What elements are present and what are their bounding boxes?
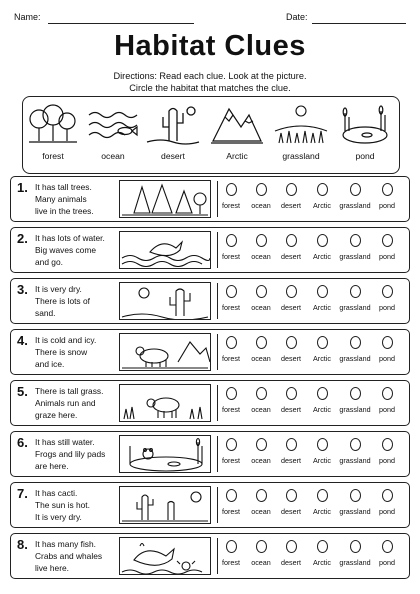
answer-option-pond[interactable] bbox=[367, 336, 407, 363]
clue-line: and go. bbox=[35, 257, 63, 267]
option-label: Arctic bbox=[313, 303, 331, 312]
option-label: forest bbox=[222, 303, 240, 312]
answer-circle[interactable] bbox=[382, 387, 393, 400]
clue-line: and ice. bbox=[35, 359, 65, 369]
option-label: Arctic bbox=[313, 558, 331, 567]
grassland-picture bbox=[119, 384, 211, 422]
legend-label: desert bbox=[161, 151, 185, 161]
question-row bbox=[10, 329, 410, 375]
option-label: ocean bbox=[251, 507, 271, 516]
answer-circle[interactable] bbox=[256, 438, 267, 451]
answer-option-pond[interactable] bbox=[367, 234, 407, 261]
answer-circle[interactable] bbox=[317, 489, 328, 502]
clue-line: Many animals bbox=[35, 194, 87, 204]
option-label: desert bbox=[281, 303, 301, 312]
option-label: ocean bbox=[251, 303, 271, 312]
option-label: desert bbox=[281, 354, 301, 363]
clue-line: There is snow bbox=[35, 347, 88, 357]
date-label: Date: bbox=[286, 12, 308, 22]
answer-circle[interactable] bbox=[226, 183, 237, 196]
answer-circle[interactable] bbox=[350, 540, 361, 553]
answer-circle[interactable] bbox=[256, 183, 267, 196]
answer-circle[interactable] bbox=[317, 336, 328, 349]
answer-circle[interactable] bbox=[317, 540, 328, 553]
header bbox=[14, 8, 406, 26]
option-label: ocean bbox=[251, 456, 271, 465]
question-number: 2. bbox=[17, 231, 28, 246]
question-row bbox=[10, 482, 410, 528]
question-number: 8. bbox=[17, 537, 28, 552]
answer-circle[interactable] bbox=[317, 438, 328, 451]
option-label: forest bbox=[222, 558, 240, 567]
question-number: 1. bbox=[17, 180, 28, 195]
whale-picture-icon bbox=[120, 538, 210, 574]
pond-icon bbox=[337, 101, 393, 147]
answer-option-pond[interactable] bbox=[367, 387, 407, 414]
option-label: Arctic bbox=[313, 405, 331, 414]
clue-text bbox=[35, 538, 121, 574]
option-label: Arctic bbox=[313, 252, 331, 261]
option-label: pond bbox=[379, 303, 395, 312]
option-label: grassland bbox=[339, 456, 371, 465]
question-row bbox=[10, 431, 410, 477]
answer-circle[interactable] bbox=[350, 234, 361, 247]
desert-picture-icon bbox=[120, 283, 210, 319]
answer-circle[interactable] bbox=[382, 234, 393, 247]
question-number: 7. bbox=[17, 486, 28, 501]
answer-circle[interactable] bbox=[286, 438, 297, 451]
option-label: desert bbox=[281, 456, 301, 465]
answer-circle[interactable] bbox=[317, 387, 328, 400]
answer-option-pond[interactable] bbox=[367, 489, 407, 516]
clue-text bbox=[35, 181, 121, 217]
question-number: 6. bbox=[17, 435, 28, 450]
option-label: Arctic bbox=[313, 201, 331, 210]
option-label: pond bbox=[379, 354, 395, 363]
answer-circle[interactable] bbox=[350, 285, 361, 298]
answer-circle[interactable] bbox=[317, 234, 328, 247]
option-label: grassland bbox=[339, 303, 371, 312]
answer-circle[interactable] bbox=[286, 336, 297, 349]
name-label: Name: bbox=[14, 12, 41, 22]
option-label: forest bbox=[222, 201, 240, 210]
directions-line: Directions: Read each clue. Look at the picture. bbox=[113, 71, 307, 81]
option-label: pond bbox=[379, 558, 395, 567]
ocean-picture-icon bbox=[120, 232, 210, 268]
clue-line: It has tall trees. bbox=[35, 182, 92, 192]
legend-forest bbox=[23, 101, 83, 169]
answer-circle[interactable] bbox=[226, 336, 237, 349]
clue-text bbox=[35, 385, 121, 421]
answer-circle[interactable] bbox=[226, 438, 237, 451]
desert-icon bbox=[145, 101, 201, 147]
answer-circle[interactable] bbox=[317, 183, 328, 196]
answer-circle[interactable] bbox=[382, 489, 393, 502]
clue-line: It is cold and icy. bbox=[35, 335, 97, 345]
legend-label: Arctic bbox=[226, 151, 248, 161]
answer-circle[interactable] bbox=[256, 285, 267, 298]
option-label: grassland bbox=[339, 354, 371, 363]
arctic-icon bbox=[209, 101, 265, 147]
option-label: Arctic bbox=[313, 456, 331, 465]
clue-line: live in the trees. bbox=[35, 206, 94, 216]
clue-text bbox=[35, 283, 121, 319]
date-line[interactable] bbox=[312, 23, 406, 24]
legend-pond bbox=[335, 101, 395, 169]
forest-icon bbox=[25, 101, 81, 147]
option-label: grassland bbox=[339, 201, 371, 210]
arctic-picture-icon bbox=[120, 334, 210, 370]
option-label: ocean bbox=[251, 354, 271, 363]
cactus-picture bbox=[119, 486, 211, 524]
clue-text bbox=[35, 232, 121, 268]
option-label: forest bbox=[222, 354, 240, 363]
answer-circle[interactable] bbox=[382, 285, 393, 298]
option-label: Arctic bbox=[313, 507, 331, 516]
legend-arctic bbox=[207, 101, 267, 169]
answer-circle[interactable] bbox=[382, 336, 393, 349]
directions bbox=[0, 70, 420, 94]
legend-label: ocean bbox=[101, 151, 125, 161]
clue-line: graze here. bbox=[35, 410, 78, 420]
clue-line: live here. bbox=[35, 563, 69, 573]
cactus-picture-icon bbox=[120, 487, 210, 523]
clue-line: It has cacti. bbox=[35, 488, 78, 498]
name-line[interactable] bbox=[48, 23, 194, 24]
grassland-icon bbox=[273, 101, 329, 147]
answer-circle[interactable] bbox=[286, 183, 297, 196]
clue-text bbox=[35, 334, 121, 370]
habitat-legend bbox=[22, 96, 400, 174]
answer-circle[interactable] bbox=[256, 336, 267, 349]
option-label: Arctic bbox=[313, 354, 331, 363]
answer-option-pond[interactable] bbox=[367, 285, 407, 312]
option-label: grassland bbox=[339, 405, 371, 414]
option-label: grassland bbox=[339, 507, 371, 516]
answer-option-pond[interactable] bbox=[367, 540, 407, 567]
forest-picture bbox=[119, 180, 211, 218]
whale-picture bbox=[119, 537, 211, 575]
arctic-picture bbox=[119, 333, 211, 371]
clue-line: Big waves come bbox=[35, 245, 96, 255]
clue-line: There is tall grass. bbox=[35, 386, 104, 396]
option-label: desert bbox=[281, 558, 301, 567]
page-title: Habitat Clues bbox=[114, 30, 306, 62]
option-label: grassland bbox=[339, 558, 371, 567]
clue-line: It is very dry. bbox=[35, 284, 82, 294]
option-label: pond bbox=[379, 252, 395, 261]
question-number: 3. bbox=[17, 282, 28, 297]
answer-circle[interactable] bbox=[256, 387, 267, 400]
clue-line: are here. bbox=[35, 461, 69, 471]
answer-circle[interactable] bbox=[286, 234, 297, 247]
answer-circle[interactable] bbox=[226, 285, 237, 298]
option-label: desert bbox=[281, 405, 301, 414]
answer-circle[interactable] bbox=[350, 489, 361, 502]
option-label: forest bbox=[222, 252, 240, 261]
answer-circle[interactable] bbox=[226, 540, 237, 553]
legend-desert bbox=[143, 101, 203, 169]
option-label: pond bbox=[379, 201, 395, 210]
answer-circle[interactable] bbox=[317, 285, 328, 298]
question-row bbox=[10, 176, 410, 222]
option-label: forest bbox=[222, 456, 240, 465]
legend-grassland bbox=[271, 101, 331, 169]
option-label: desert bbox=[281, 201, 301, 210]
clue-line: sand. bbox=[35, 308, 56, 318]
pond-picture-icon bbox=[120, 436, 210, 472]
option-label: pond bbox=[379, 405, 395, 414]
grassland-picture-icon bbox=[120, 385, 210, 421]
answer-circle[interactable] bbox=[256, 540, 267, 553]
answer-circle[interactable] bbox=[350, 183, 361, 196]
clue-text bbox=[35, 436, 121, 472]
forest-picture-icon bbox=[120, 181, 210, 217]
answer-circle[interactable] bbox=[350, 387, 361, 400]
option-label: desert bbox=[281, 507, 301, 516]
question-number: 4. bbox=[17, 333, 28, 348]
option-label: pond bbox=[379, 456, 395, 465]
option-label: forest bbox=[222, 405, 240, 414]
question-row bbox=[10, 380, 410, 426]
answer-circle[interactable] bbox=[256, 489, 267, 502]
answer-circle[interactable] bbox=[382, 183, 393, 196]
legend-ocean bbox=[83, 101, 143, 169]
answer-circle[interactable] bbox=[226, 387, 237, 400]
option-label: pond bbox=[379, 507, 395, 516]
desert-picture bbox=[119, 282, 211, 320]
clue-line: It has lots of water. bbox=[35, 233, 105, 243]
clue-line: It has many fish. bbox=[35, 539, 96, 549]
question-row bbox=[10, 533, 410, 579]
legend-label: pond bbox=[355, 151, 375, 161]
directions-line: Circle the habitat that matches the clue. bbox=[129, 83, 291, 93]
clue-line: It has still water. bbox=[35, 437, 95, 447]
legend-label: forest bbox=[42, 151, 64, 161]
answer-circle[interactable] bbox=[256, 234, 267, 247]
clue-line: Frogs and lily pads bbox=[35, 449, 106, 459]
clue-line: Animals run and bbox=[35, 398, 96, 408]
answer-circle[interactable] bbox=[382, 540, 393, 553]
ocean-icon bbox=[85, 101, 141, 147]
answer-circle[interactable] bbox=[286, 540, 297, 553]
option-label: ocean bbox=[251, 405, 271, 414]
answer-option-pond[interactable] bbox=[367, 183, 407, 210]
option-label: desert bbox=[281, 252, 301, 261]
answer-option-pond[interactable] bbox=[367, 438, 407, 465]
legend-label: grassland bbox=[282, 151, 320, 161]
question-number: 5. bbox=[17, 384, 28, 399]
answer-circle[interactable] bbox=[350, 336, 361, 349]
clue-line: There is lots of bbox=[35, 296, 90, 306]
option-label: forest bbox=[222, 507, 240, 516]
clue-text bbox=[35, 487, 121, 523]
answer-circle[interactable] bbox=[350, 438, 361, 451]
option-label: ocean bbox=[251, 252, 271, 261]
answer-circle[interactable] bbox=[286, 285, 297, 298]
answer-circle[interactable] bbox=[286, 387, 297, 400]
clue-line: Crabs and whales bbox=[35, 551, 103, 561]
option-label: ocean bbox=[251, 558, 271, 567]
answer-circle[interactable] bbox=[382, 438, 393, 451]
answer-circle[interactable] bbox=[286, 489, 297, 502]
question-row bbox=[10, 278, 410, 324]
ocean-picture bbox=[119, 231, 211, 269]
question-row bbox=[10, 227, 410, 273]
option-label: grassland bbox=[339, 252, 371, 261]
option-label: ocean bbox=[251, 201, 271, 210]
clue-line: It is very dry. bbox=[35, 512, 82, 522]
pond-picture bbox=[119, 435, 211, 473]
clue-line: The sun is hot. bbox=[35, 500, 90, 510]
answer-circle[interactable] bbox=[226, 234, 237, 247]
answer-circle[interactable] bbox=[226, 489, 237, 502]
